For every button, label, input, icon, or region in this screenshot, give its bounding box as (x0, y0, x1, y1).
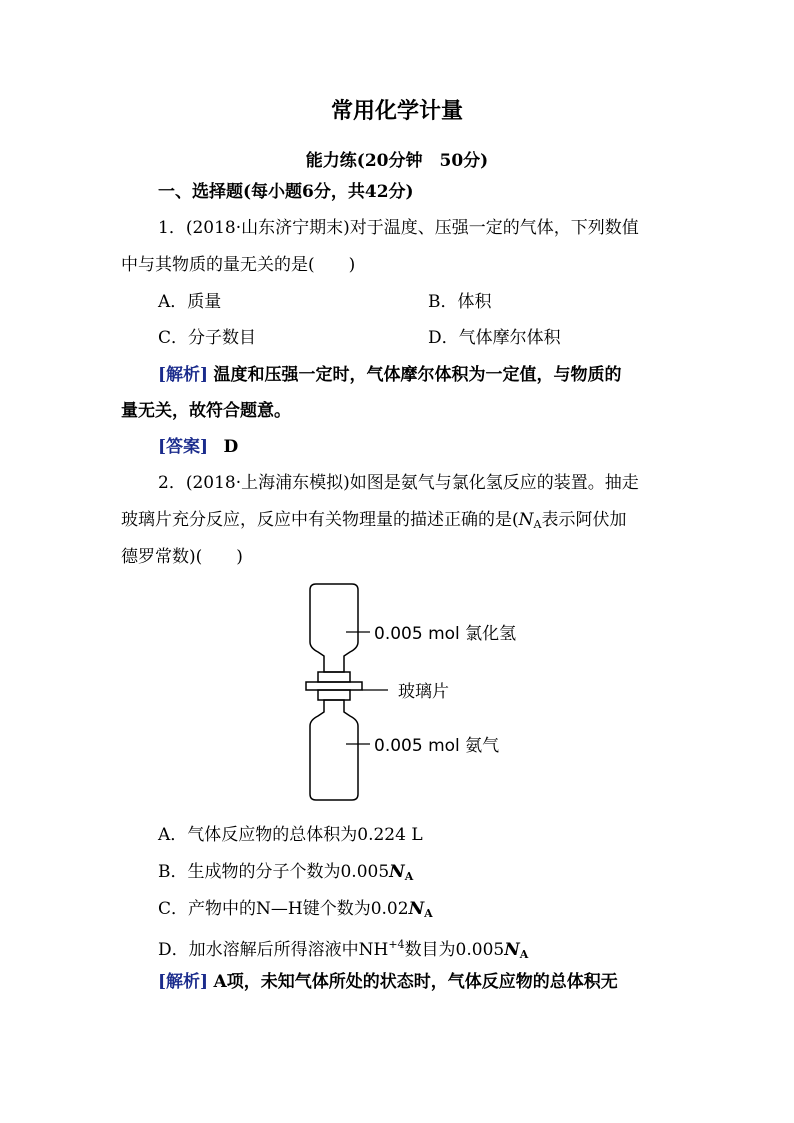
q2-option-a-text: A．气体反应物的总体积为0.224 L (158, 825, 423, 845)
q2-option-d-na-sub: A (519, 948, 529, 961)
q2-stem-line3: 德罗常数)( ) (121, 547, 243, 567)
q2-analysis-line1 (158, 970, 618, 994)
q2-option-b-na-sub: A (404, 870, 414, 883)
q2-stem-text2: 玻璃片充分反应，反应中有关物理量的描述正确的是( (121, 510, 519, 530)
label-hydrogen-chloride: 0.005 mol 氯化氢 (374, 624, 517, 644)
q1-answer-tag: [答案] (158, 437, 209, 457)
q2-option-c-na: N (408, 899, 425, 919)
q2-option-b-text: B．生成物的分子个数为0.005 (158, 862, 390, 882)
glass-plate-shape (306, 682, 362, 690)
q2-stem-line1: 2．(2018·上海浦东模拟)如图是氨气与氯化氢反应的装置。抽走 (158, 473, 639, 493)
q2-option-c-text: C．产物中的N—H键个数为0.02 (158, 899, 409, 919)
q2-option-a (158, 823, 423, 847)
q2-option-c-na-sub: A (424, 907, 433, 920)
label-ammonia: 0.005 mol 氨气 (374, 736, 500, 756)
q2-option-b (158, 860, 413, 889)
q2-option-d (158, 933, 528, 967)
q1-analysis-line1 (158, 363, 622, 387)
q2-option-d-ion-charge: +4 (388, 938, 405, 951)
q2-option-d-text-post: 数目为0.005 (404, 940, 505, 960)
top-bottle-outline (310, 584, 358, 672)
q2-analysis-tag: [解析] (158, 972, 209, 992)
exercise-subtitle: 能力练(20分钟 50分) (305, 151, 489, 171)
bottom-bottle-rim (318, 690, 350, 700)
q2-stem-text2-post: 表示阿伏加 (541, 510, 627, 530)
label-glass-plate: 玻璃片 (398, 682, 449, 702)
apparatus-figure (290, 580, 550, 810)
page-title: 常用化学计量 (330, 98, 463, 124)
q2-stem-line2 (121, 508, 626, 537)
q2-stem-na: N (518, 510, 534, 530)
q1-analysis-text1: 温度和压强一定时，气体摩尔体积为一定值，与物质的 (213, 365, 622, 385)
q2-option-d-text: D．加水溶解后所得溶液中NH (158, 940, 389, 960)
q1-option-c: C．分子数目 (158, 328, 257, 348)
q1-option-d: D．气体摩尔体积 (428, 328, 561, 348)
q1-analysis-tag: [解析] (158, 365, 209, 385)
q1-answer-line (158, 435, 238, 459)
q1-stem-line1 (158, 216, 639, 240)
top-bottle-rim (318, 672, 350, 682)
q2-option-b-na: N (389, 862, 405, 882)
q2-analysis-text1: A项，未知气体所处的状态时，气体反应物的总体积无 (213, 972, 618, 992)
q2-option-c (158, 897, 433, 926)
q1-answer-value: D (223, 437, 239, 457)
q1-stem-line2: 中与其物质的量无关的是( ) (121, 255, 356, 275)
section-heading: 一、选择题(每小题6分，共42分) (158, 182, 414, 202)
q1-stem-text1: 1．(2018·山东济宁期末)对于温度、压强一定的气体，下列数值 (158, 218, 639, 238)
q1-option-b: B．体积 (428, 292, 492, 312)
q2-stem-na-sub: A (533, 518, 542, 531)
q1-option-a: A．质量 (158, 292, 222, 312)
bottom-bottle-outline (310, 700, 358, 800)
q2-option-d-na: N (504, 940, 520, 960)
q1-analysis-line2: 量无关，故符合题意。 (121, 401, 291, 421)
